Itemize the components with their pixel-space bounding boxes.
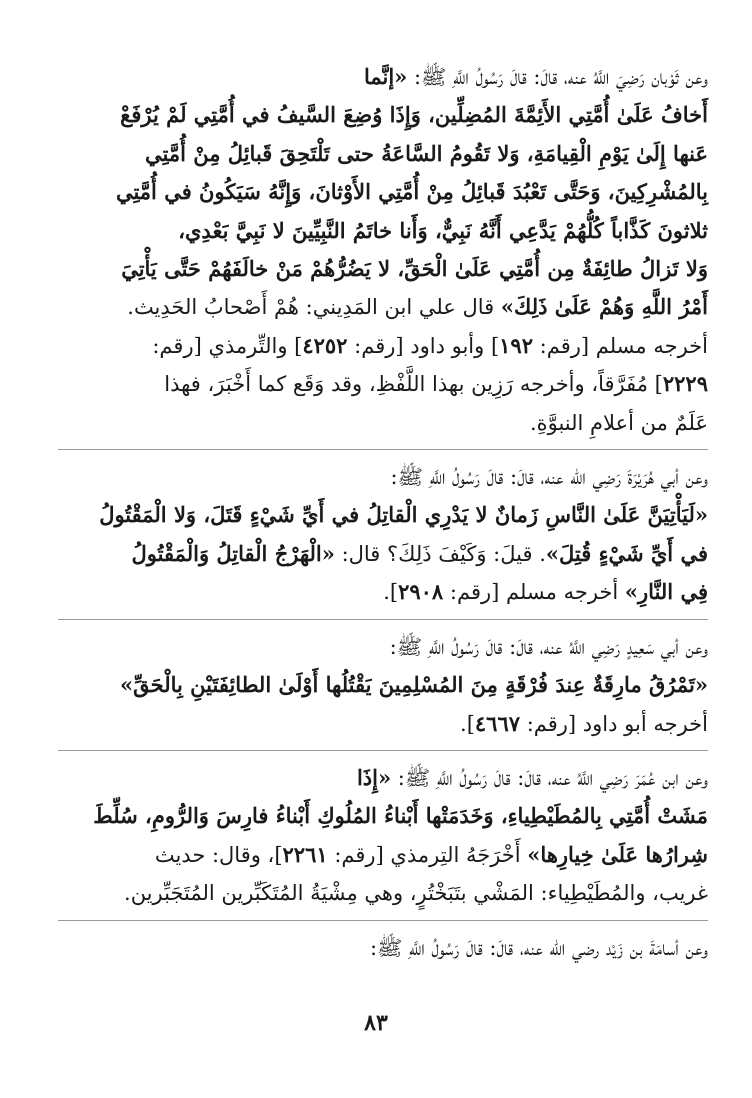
- hadith-text: [58, 58, 708, 967]
- narration-segment: وعن ابن عُمَرَ رَضِي اللَّهُ عنه، قالَ: قالَ رَسُولُ اللَّهِ ﷺ:: [391, 765, 708, 790]
- text-line: [58, 58, 708, 96]
- hadith-quote-segment: «إِذَا: [356, 764, 392, 790]
- page-number: ٨٣: [364, 1010, 388, 1036]
- text-line: [58, 212, 708, 250]
- hadith-quote-segment: ٤٢٥٢: [302, 332, 348, 358]
- hadith-quote-segment: في أَيِّ شَيْءٍ قُتِلَ»: [545, 540, 708, 566]
- text-line: [58, 135, 708, 173]
- section-divider: [58, 619, 708, 620]
- hadith-quote-segment: «إنَّما: [363, 64, 408, 89]
- section-divider: [58, 449, 708, 450]
- text-line: [58, 535, 708, 573]
- hadith-quote-segment: ٤٦٦٧: [474, 710, 521, 736]
- hadith-quote-segment: أَمْرُ اللَّهِ وَهُمْ عَلَىٰ ذَلِكَ»: [500, 294, 708, 320]
- narration-segment: أخرجه مسلم [رقم:: [443, 580, 625, 605]
- text-line: [58, 666, 708, 704]
- narration-segment: قال علي ابن المَدِيني: هُمْ أَصْحابُ الحَدِيث.: [127, 295, 501, 320]
- text-line: [58, 628, 708, 666]
- hadith-quote-segment: وَلا تَزالُ طائِفَةٌ مِن أُمَّتِي عَلَىٰ الْحَقِّ، لا يَضُرُّهُمْ مَنْ خالَفَهُمْ حَتَّى يَأْتِيَ: [121, 256, 708, 282]
- narration-segment: ] مُفَرَّقاً، وأخرجه رَزِين بهذا اللَّفْظِ، وقد وَقَع كما أَخْبَرَ، فهذا: [164, 372, 663, 397]
- text-line: [58, 96, 708, 134]
- hadith-quote-segment: بِالمُشْرِكِينَ، وَحَتَّى تَعْبُدَ قَبائِلُ مِنْ أُمَّتِي الأَوْثانَ، وَإِنَّهُ سَيَكُونُ في أُمَّتِي: [115, 179, 708, 205]
- text-line: [58, 327, 708, 365]
- narration-segment: أخرجه مسلم [رقم:: [532, 333, 708, 358]
- text-line: [58, 173, 708, 211]
- hadith-quote-segment: «تَمْرُقُ مارِقَةٌ عِندَ فُرْقَةٍ مِنَ المُسْلِمِينَ يَقْتُلُها أَوْلَىٰ الطائِفَتَيْنِ بِالْحَقِّ»: [120, 672, 708, 698]
- narration-segment: وعن ثَوْبان رَضِيَ اللَّهُ عنه، قالَ: قالَ رَسُولُ اللَّهِ ﷺ:: [407, 65, 708, 89]
- hadith-quote-segment: ٢٢٢٩: [662, 371, 708, 397]
- text-line: [58, 365, 708, 403]
- text-line: [58, 705, 708, 743]
- text-line: [58, 759, 708, 797]
- narration-segment: أخرجه أبو داود [رقم:: [520, 711, 708, 736]
- text-line: [58, 458, 708, 496]
- text-line: [58, 573, 708, 611]
- narration-segment: عَلَمٌ من أعلامِ النبوَّةِ.: [529, 410, 708, 435]
- narration-segment: وعن أبي هُرَيْرَةَ رَضِي الله عنه، قالَ: قالَ رَسُولُ اللَّهِ ﷺ:: [390, 465, 708, 490]
- hadith-quote-segment: ١٩٢: [499, 332, 533, 358]
- hadith-quote-segment: فِي النَّارِ»: [624, 579, 708, 605]
- section-divider: [58, 920, 708, 921]
- hadith-quote-segment: مَشَتْ أُمَّتِي بِالمُطَيْطِياءِ، وَخَدَمَتْها أَبْناءُ المُلُوكِ أَبْناءُ فارِسَ وَالرُّومِ، سُلِّطَ: [93, 803, 708, 829]
- hadith-quote-segment: «الْهَرْجُ الْقاتِلُ وَالْمَقْتُولُ: [131, 540, 335, 566]
- narration-segment: ] وأبو داود [رقم:: [347, 333, 500, 358]
- narration-segment: ] والتِّرمذي [رقم:: [152, 333, 303, 358]
- narration-segment: أَخْرَجَهُ التِرمذي [رقم:: [327, 842, 528, 867]
- text-line: [58, 874, 708, 912]
- narration-segment: . قيلَ: وَكَيْفَ ذَلِكَ؟ قال:: [334, 541, 546, 566]
- narration-segment: ]، وقال: حديث: [154, 842, 283, 867]
- hadith-quote-segment: ٢٢٦١: [282, 841, 328, 867]
- hadith-quote-segment: «لَيَأْتِيَنَّ عَلَىٰ النَّاسِ زَمانٌ لا يَدْرِي الْقاتِلُ في أَيِّ شَيْءٍ قَتَلَ، وَلا الْمَقْتُولُ: [99, 502, 708, 528]
- hadith-quote-segment: عَنها إِلَىٰ يَوْمِ الْقِيامَةِ، وَلا تَقُومُ السَّاعَةُ حتى تَلْتَحِقَ قَبائِلُ مِنْ أُمَّتِي: [145, 140, 708, 166]
- narration-segment: غريب، والمُطَيْطِياء: المَشْي بتَبَخْتُرٍ، وهي مِشْيَةُ المُتَكَبِّرين المُتَجَبِّرين.: [124, 881, 708, 906]
- text-line: [58, 404, 708, 442]
- hadith-quote-segment: ٢٩٠٨: [398, 579, 444, 605]
- text-line: [58, 836, 708, 874]
- hadith-quote-segment: شِرارُها عَلَىٰ خِيارِها»: [527, 841, 708, 867]
- hadith-quote-segment: ثلاثونَ كَذَّاباً كُلُّهُمْ يَدَّعِي أَنَّهُ نَبِيٌّ، وَأَنا خاتَمُ النَّبِيِّينَ لا نَبِيَّ بَعْدِي،: [178, 217, 708, 243]
- text-line: [58, 288, 708, 326]
- hadith-quote-segment: أَخافُ عَلَىٰ أُمَّتِي الأَئِمَّةَ المُضِلِّين، وَإِذَا وُضِعَ السَّيفُ في أُمَّتِي لَمْ يُرْفَعْ: [120, 102, 708, 128]
- narration-segment: ].: [460, 711, 475, 736]
- text-line: [58, 797, 708, 835]
- section-divider: [58, 750, 708, 751]
- narration-segment: وعن أبي سَعِيدٍ رَضِي اللَّهُ عنه، قالَ: قالَ رَسُولُ اللَّهِ ﷺ:: [389, 634, 708, 659]
- page-body: [58, 58, 708, 967]
- narration-segment: ].: [383, 580, 399, 605]
- text-line: [58, 929, 708, 967]
- text-line: [58, 496, 708, 534]
- narration-segment: وعن أسامَةَ بن زَيْد رضي الله عنه، قالَ: قالَ رَسُولُ اللَّهِ ﷺ:: [369, 935, 708, 960]
- text-line: [58, 250, 708, 288]
